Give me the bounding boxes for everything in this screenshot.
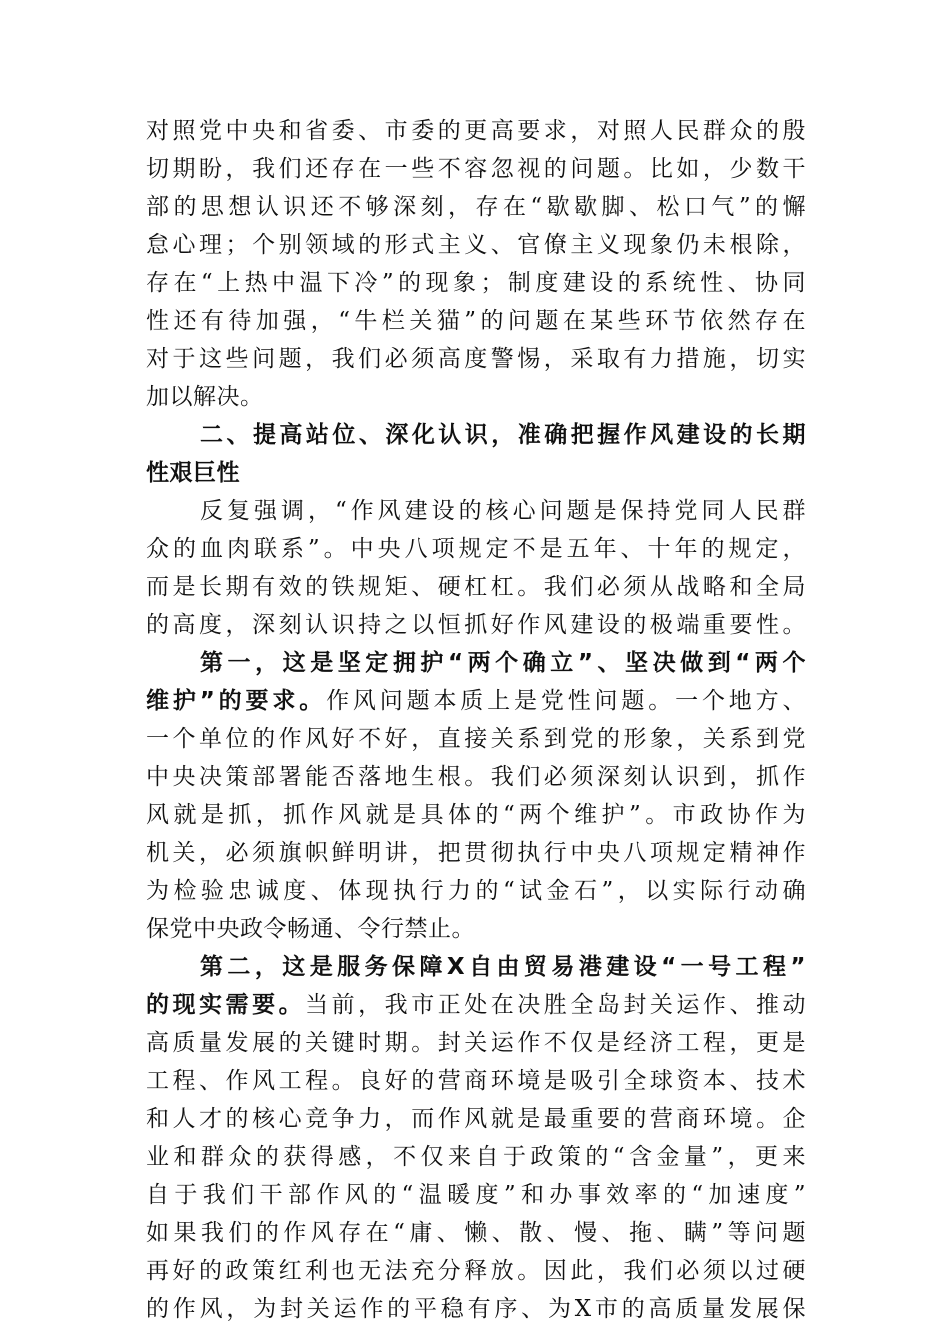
text-line xyxy=(146,986,806,1024)
paragraph-problems xyxy=(146,112,806,416)
text-line: 的作风，为封关运作的平稳有序、为X市的高质量发展保 xyxy=(146,1296,806,1322)
text-line: 性还有待加强，“牛栏关猫”的问题在某些环节依然存在 xyxy=(146,308,806,334)
text-line: 业和群众的获得感，不仅来自于政策的“含金量”，更来 xyxy=(146,1144,806,1170)
text-line: 众的血肉联系”。中央八项规定不是五年、十年的规定， xyxy=(146,536,806,562)
text-line: 和人才的核心竞争力，而作风就是最重要的营商环境。企 xyxy=(146,1106,806,1132)
text-line: 切期盼，我们还存在一些不容忽视的问题。比如，少数干 xyxy=(146,156,806,182)
text-line: 怠心理；个别领域的形式主义、官僚主义现象仍未根除， xyxy=(146,232,806,258)
document-page xyxy=(146,112,806,1328)
text-line: 对照党中央和省委、市委的更高要求，对照人民群众的殷 xyxy=(146,118,806,144)
heading-line: 二、提高站位、深化认识，准确把握作风建设的长期 xyxy=(200,422,806,448)
text-line: 工程、作风工程。良好的营商环境是吸引全球资本、技术 xyxy=(146,1068,806,1094)
text-line: 保党中央政令畅通、令行禁止。 xyxy=(146,916,475,942)
text-line: 对于这些问题，我们必须高度警惕，采取有力措施，切实 xyxy=(146,346,806,372)
point-lead-line: 第二，这是服务保障X自由贸易港建设“一号工程” xyxy=(200,954,806,980)
text-line: 高质量发展的关键时期。封关运作不仅是经济工程，更是 xyxy=(146,1030,806,1056)
heading-line: 性艰巨性 xyxy=(146,460,240,486)
text-line: 机关，必须旗帜鲜明讲，把贯彻执行中央八项规定精神作 xyxy=(146,840,806,866)
text-line: 一个单位的作风好不好，直接关系到党的形象，关系到党 xyxy=(146,726,806,752)
text-line: 再好的政策红利也无法充分释放。因此，我们必须以过硬 xyxy=(146,1258,806,1284)
point-lead-tail: 维护”的要求。 xyxy=(146,688,327,714)
text-line: 风就是抓，抓作风就是具体的“两个维护”。市政协作为 xyxy=(146,802,806,828)
point-body-start: 当前，我市正处在决胜全岛封关运作、推动 xyxy=(305,992,806,1018)
paragraph-second-point xyxy=(146,948,806,1328)
text-line: 存在“上热中温下冷”的现象；制度建设的系统性、协同 xyxy=(146,270,806,296)
text-line: 中央决策部署能否落地生根。我们必须深刻认识到，抓作 xyxy=(146,764,806,790)
text-line: 如果我们的作风存在“庸、懒、散、慢、拖、瞒”等问题 xyxy=(146,1220,806,1246)
text-line: 加以解决。 xyxy=(146,384,264,410)
text-line: 的高度，深刻认识持之以恒抓好作风建设的极端重要性。 xyxy=(146,612,806,638)
paragraph-first-point xyxy=(146,644,806,948)
point-lead-tail: 的现实需要。 xyxy=(146,992,306,1018)
point-lead-line: 第一，这是坚定拥护“两个确立”、坚决做到“两个 xyxy=(200,650,806,676)
text-line: 部的思想认识还不够深刻，存在“歇歇脚、松口气”的懈 xyxy=(146,194,806,220)
text-line xyxy=(146,682,806,720)
text-line: 自于我们干部作风的“温暖度”和办事效率的“加速度” xyxy=(146,1182,806,1208)
section-heading xyxy=(146,416,806,492)
text-line: 而是长期有效的铁规矩、硬杠杠。我们必须从战略和全局 xyxy=(146,574,806,600)
point-body-start: 作风问题本质上是党性问题。一个地方、 xyxy=(326,688,806,714)
text-line: 反复强调，“作风建设的核心问题是保持党同人民群 xyxy=(200,498,806,524)
paragraph-emphasis xyxy=(146,492,806,644)
text-line: 为检验忠诚度、体现执行力的“试金石”，以实际行动确 xyxy=(146,878,806,904)
